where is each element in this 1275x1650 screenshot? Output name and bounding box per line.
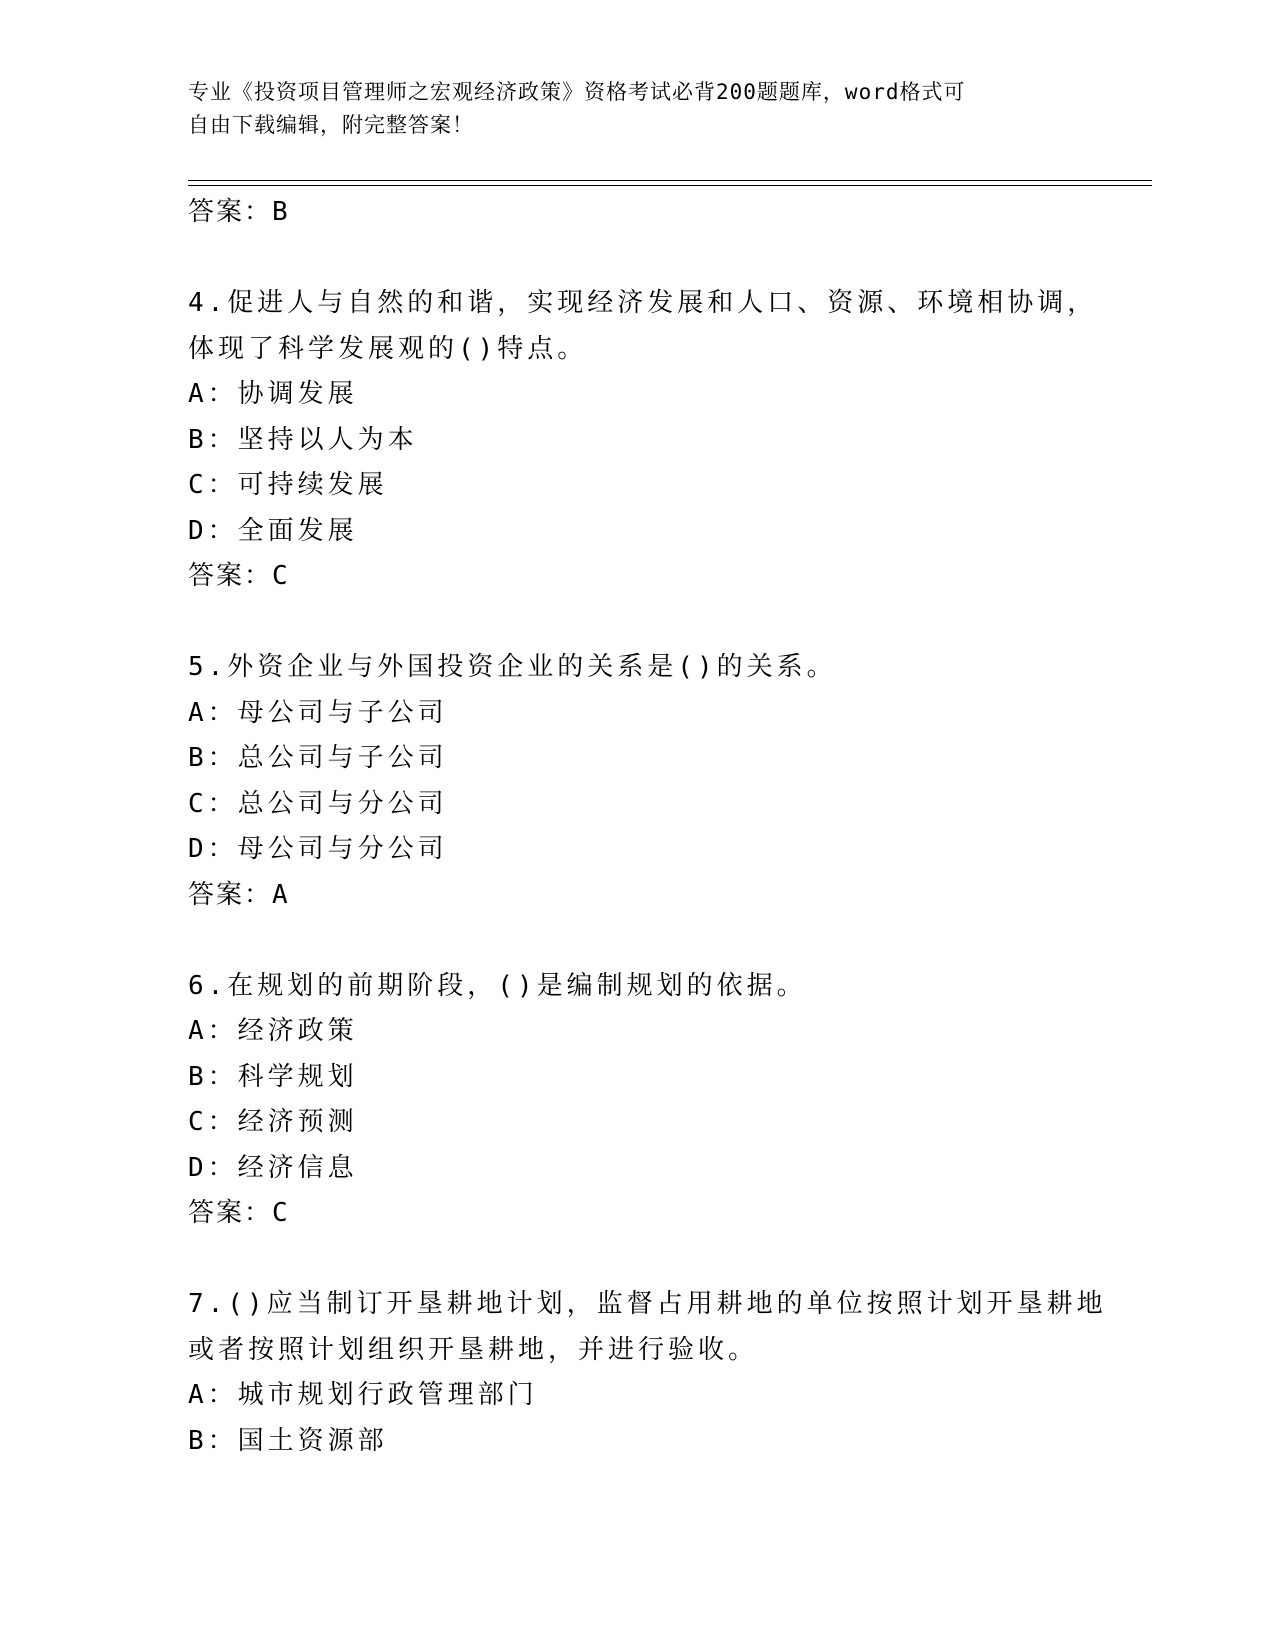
- option-a: A：城市规划行政管理部门: [188, 1380, 538, 1410]
- answer-line: 答案：C: [188, 1198, 290, 1228]
- option-a: A：母公司与子公司: [188, 697, 448, 728]
- document-header: [188, 76, 1068, 142]
- answer-line: 答案：A: [188, 879, 290, 910]
- option-b: B：总公司与子公司: [188, 743, 448, 773]
- option-d: D：母公司与分公司: [188, 834, 448, 864]
- header-divider: [188, 180, 1152, 181]
- answer-line: 答案：C: [188, 561, 290, 591]
- option-b: B：科学规划: [188, 1061, 358, 1092]
- question-item: [188, 645, 1068, 918]
- question-list: [188, 186, 1107, 1464]
- question-text: 6.在规划的前期阶段，()是编制规划的依据。: [188, 970, 807, 1001]
- option-c: C：总公司与分公司: [188, 788, 448, 819]
- question-text: 5.外资企业与外国投资企业的关系是()的关系。: [188, 652, 837, 682]
- option-c: C：经济预测: [188, 1107, 358, 1137]
- question-item: [188, 281, 1098, 600]
- header-line: 专业《投资项目管理师之宏观经济政策》资格考试必背200题题库，word格式可: [188, 80, 966, 104]
- option-a: A：经济政策: [188, 1016, 358, 1046]
- question-text: 4.促进人与自然的和谐，实现经济发展和人口、资源、环境相协调，: [188, 288, 1098, 318]
- question-text: 或者按照计划组织开垦耕地，并进行验收。: [188, 1334, 759, 1365]
- question-text: 体现了科学发展观的()特点。: [188, 333, 588, 364]
- header-line: 自由下载编辑，附完整答案！: [188, 113, 474, 137]
- option-a: A：协调发展: [188, 379, 358, 409]
- option-b: B：国土资源部: [188, 1425, 388, 1456]
- spacer: [188, 1237, 1068, 1283]
- spacer: [188, 236, 1068, 282]
- question-item: [188, 964, 1068, 1237]
- question-text: 7.()应当制订开垦耕地计划，监督占用耕地的单位按照计划开垦耕地: [188, 1289, 1107, 1319]
- answer-line: 答案：B: [188, 197, 290, 227]
- option-b: B：坚持以人为本: [188, 424, 418, 455]
- option-d: D：经济信息: [188, 1152, 358, 1183]
- question-item: [188, 1282, 1107, 1464]
- spacer: [188, 918, 1068, 964]
- spacer: [188, 600, 1068, 646]
- option-c: C：可持续发展: [188, 470, 388, 500]
- option-d: D：全面发展: [188, 515, 358, 546]
